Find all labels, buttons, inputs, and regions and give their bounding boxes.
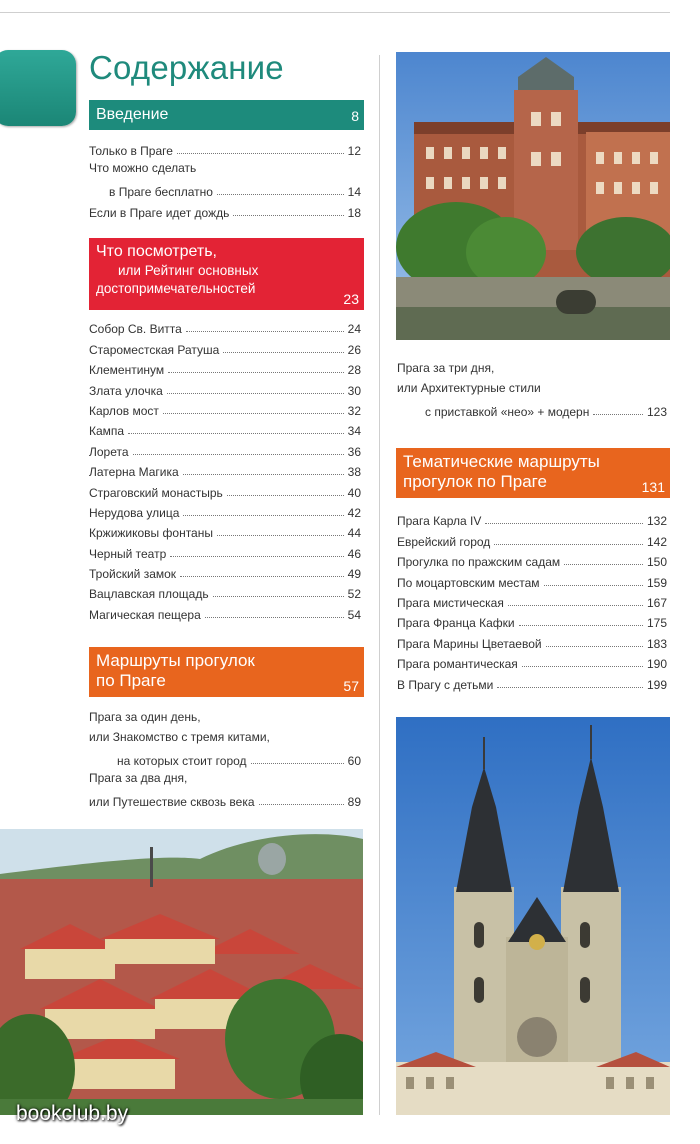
section-thematic-title: Тематические маршруты bbox=[403, 452, 600, 471]
section-walks-header bbox=[89, 647, 364, 697]
toc-entry[interactable] bbox=[89, 398, 361, 418]
toc-label: Только в Праге bbox=[89, 144, 173, 159]
toc-page: 132 bbox=[646, 514, 667, 529]
toc-entry[interactable] bbox=[397, 651, 667, 671]
toc-entry[interactable] bbox=[89, 748, 361, 768]
toc-page: 54 bbox=[347, 607, 361, 622]
section-intro-page: 8 bbox=[351, 108, 359, 124]
toc-label: Тройский замок bbox=[89, 567, 177, 582]
toc-label: Кржижиковы фонтаны bbox=[89, 526, 213, 541]
toc-page: 142 bbox=[646, 534, 667, 549]
toc-entry[interactable] bbox=[397, 671, 667, 691]
toc-entry[interactable] bbox=[89, 377, 361, 397]
toc-label: в Праге бесплатно bbox=[109, 185, 213, 200]
toc-label: Черный театр bbox=[89, 546, 167, 561]
toc-label: Клементинум bbox=[89, 363, 165, 378]
toc-label: Прага мистическая bbox=[397, 595, 504, 610]
toc-page: 26 bbox=[347, 342, 361, 357]
toc-label: Страговский монастырь bbox=[89, 485, 223, 500]
toc-entry[interactable] bbox=[89, 179, 361, 199]
toc-page: 18 bbox=[347, 205, 361, 220]
toc-entry[interactable] bbox=[89, 601, 361, 621]
section-walks-title: по Праге bbox=[96, 671, 166, 690]
toc-entry[interactable] bbox=[89, 336, 361, 356]
toc-entry[interactable] bbox=[89, 438, 361, 458]
toc-page: 199 bbox=[646, 677, 667, 692]
toc-page: 32 bbox=[347, 403, 361, 418]
section-intro-title: Введение bbox=[96, 106, 169, 123]
toc-entry[interactable] bbox=[89, 138, 361, 158]
photo-riverside-building bbox=[396, 52, 670, 340]
toc-entry[interactable] bbox=[397, 569, 667, 589]
toc-label: Прага Франца Кафки bbox=[397, 616, 515, 631]
toc-page: 49 bbox=[347, 567, 361, 582]
toc-label: или Путешествие сквозь века bbox=[89, 794, 255, 809]
toc-entry[interactable] bbox=[89, 199, 361, 219]
toc-label: Вацлавская площадь bbox=[89, 587, 209, 602]
section-thematic-page: 131 bbox=[641, 479, 665, 495]
toc-label: Лорета bbox=[89, 444, 129, 459]
toc-page: 46 bbox=[347, 546, 361, 561]
toc-label: Прага романтическая bbox=[397, 657, 518, 672]
toc-page: 44 bbox=[347, 526, 361, 541]
toc-label: или Архитектурные стили bbox=[397, 381, 541, 396]
section-walks-list-continued bbox=[397, 358, 667, 419]
chapter-tab bbox=[0, 50, 76, 126]
photo-tyn-church bbox=[396, 717, 670, 1115]
toc-entry[interactable] bbox=[89, 459, 361, 479]
toc-page: 123 bbox=[646, 405, 667, 420]
toc-label: Карлов мост bbox=[89, 403, 159, 418]
toc-entry[interactable] bbox=[89, 561, 361, 581]
toc-entry[interactable] bbox=[89, 357, 361, 377]
toc-page: 183 bbox=[646, 636, 667, 651]
toc-label: Магическая пещера bbox=[89, 607, 201, 622]
toc-page: 167 bbox=[646, 595, 667, 610]
toc-label: Прага за два дня, bbox=[89, 771, 188, 786]
section-walks-list bbox=[89, 707, 361, 809]
section-thematic-header bbox=[396, 448, 670, 498]
photo-prague-rooftops bbox=[0, 829, 363, 1115]
section-walks-page: 57 bbox=[343, 678, 359, 694]
section-sights-subtitle: или Рейтинг основных bbox=[118, 263, 259, 278]
toc-page: 34 bbox=[347, 424, 361, 439]
column-divider bbox=[379, 55, 380, 1115]
section-intro-list bbox=[89, 138, 361, 220]
toc-entry[interactable] bbox=[397, 508, 667, 528]
toc-page: 38 bbox=[347, 465, 361, 480]
section-thematic-list bbox=[397, 508, 667, 692]
toc-page: 30 bbox=[347, 383, 361, 398]
toc-label: на которых стоит город bbox=[117, 754, 247, 769]
section-sights-list bbox=[89, 316, 361, 622]
toc-page: 40 bbox=[347, 485, 361, 500]
toc-entry[interactable] bbox=[89, 418, 361, 438]
section-sights-title: Что посмотреть, bbox=[96, 243, 217, 260]
toc-page: 175 bbox=[646, 616, 667, 631]
toc-label: Латерна Магика bbox=[89, 465, 179, 480]
toc-page: 150 bbox=[646, 555, 667, 570]
toc-label: Что можно сделать bbox=[89, 161, 197, 176]
toc-page: 42 bbox=[347, 505, 361, 520]
toc-entry[interactable] bbox=[397, 630, 667, 650]
toc-entry[interactable] bbox=[397, 610, 667, 630]
watermark: bookclub.by bbox=[16, 1102, 129, 1125]
toc-page: 60 bbox=[347, 754, 361, 769]
toc-page: 159 bbox=[646, 575, 667, 590]
toc-label: Староместская Ратуша bbox=[89, 342, 220, 357]
section-walks-title: Маршруты прогулок bbox=[96, 651, 255, 670]
top-rule bbox=[0, 12, 670, 13]
toc-page: 28 bbox=[347, 363, 361, 378]
section-intro-header bbox=[89, 100, 364, 130]
page-title: Содержание bbox=[89, 49, 284, 86]
toc-page: 12 bbox=[347, 144, 361, 159]
toc-entry[interactable] bbox=[89, 789, 361, 809]
toc-page: 24 bbox=[347, 322, 361, 337]
toc-label: Прага Карла IV bbox=[397, 514, 482, 529]
toc-page: 89 bbox=[347, 794, 361, 809]
toc-page: 14 bbox=[347, 185, 361, 200]
toc-label: В Прагу с детьми bbox=[397, 677, 494, 692]
toc-label: Собор Св. Витта bbox=[89, 322, 182, 337]
toc-entry[interactable] bbox=[397, 399, 667, 419]
section-sights-page: 23 bbox=[343, 291, 359, 307]
toc-label: Кампа bbox=[89, 424, 125, 439]
toc-entry[interactable] bbox=[89, 520, 361, 540]
toc-label: Если в Праге идет дождь bbox=[89, 205, 230, 220]
toc-entry[interactable] bbox=[89, 540, 361, 560]
toc-label: Прага Марины Цветаевой bbox=[397, 636, 542, 651]
toc-label: Нерудова улица bbox=[89, 505, 180, 520]
toc-label: с приставкой «нео» + модерн bbox=[425, 405, 590, 420]
toc-entry[interactable] bbox=[89, 500, 361, 520]
section-thematic-title: прогулок по Праге bbox=[403, 472, 547, 491]
toc-page: 52 bbox=[347, 587, 361, 602]
section-sights-header bbox=[89, 238, 364, 310]
toc-label: Прага за три дня, bbox=[397, 361, 495, 375]
toc-label: Прага за один день, bbox=[89, 710, 201, 724]
toc-entry[interactable] bbox=[89, 316, 361, 336]
toc-label: Злата улочка bbox=[89, 383, 163, 398]
toc-entry[interactable] bbox=[397, 549, 667, 569]
toc-entry[interactable] bbox=[89, 581, 361, 601]
toc-label: Еврейский город bbox=[397, 534, 491, 549]
section-sights-subtitle: достопримечательностей bbox=[96, 281, 256, 296]
toc-entry[interactable] bbox=[397, 590, 667, 610]
toc-entry[interactable] bbox=[89, 479, 361, 499]
toc-label: По моцартовским местам bbox=[397, 575, 540, 590]
toc-label: Прогулка по пражским садам bbox=[397, 555, 561, 570]
toc-label: или Знакомство с тремя китами, bbox=[89, 730, 270, 745]
toc-entry[interactable] bbox=[397, 528, 667, 548]
toc-page: 36 bbox=[347, 444, 361, 459]
toc-page: 190 bbox=[646, 657, 667, 672]
